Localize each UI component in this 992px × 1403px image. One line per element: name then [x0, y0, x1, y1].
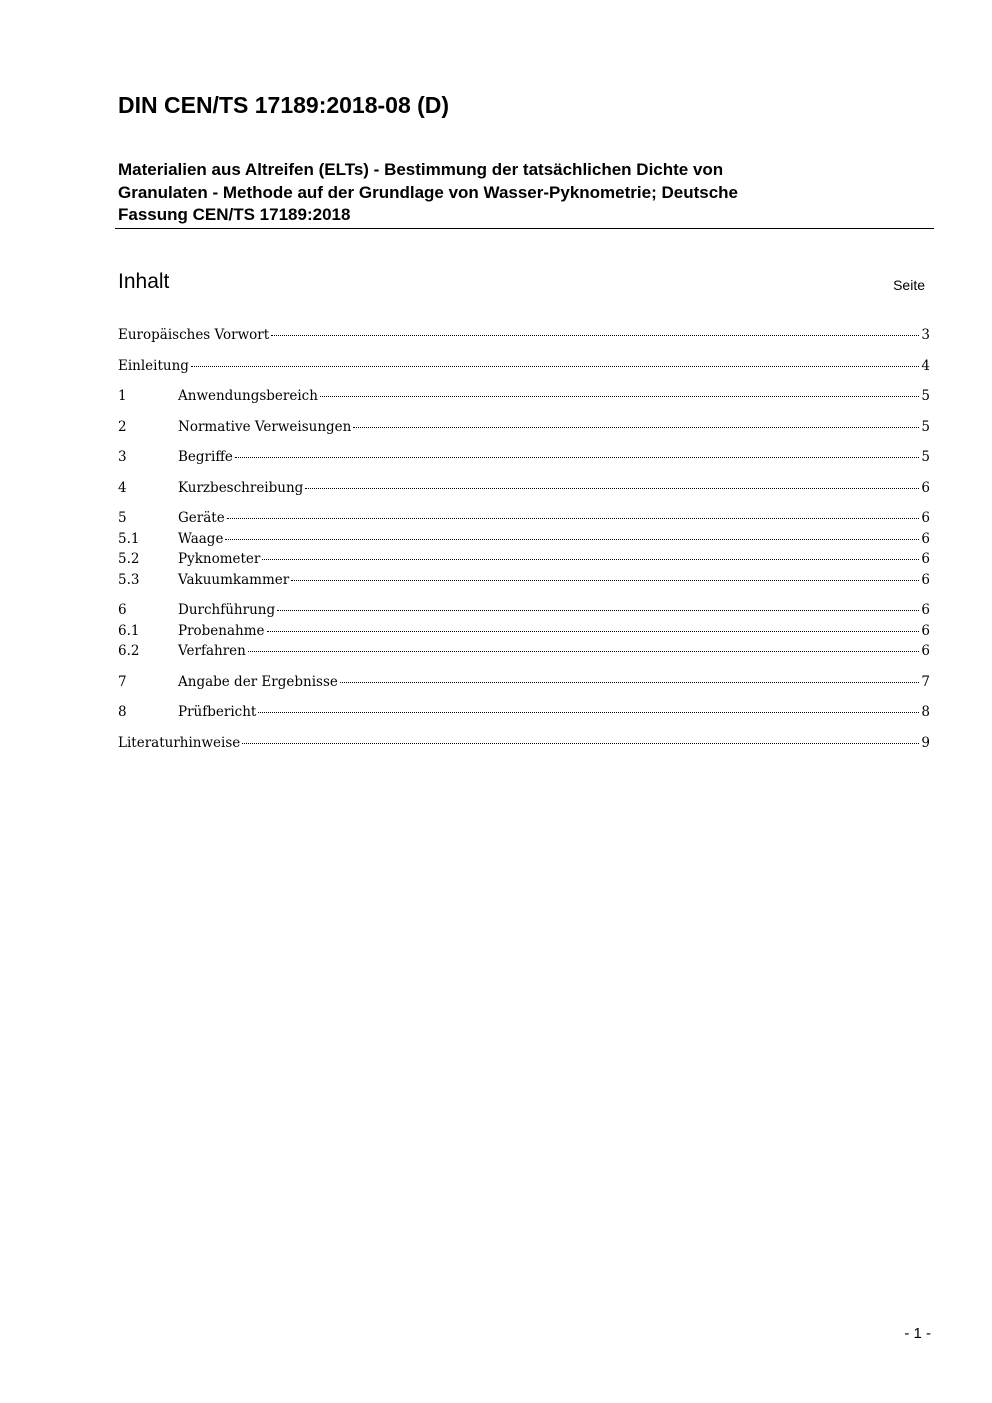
toc-entry-text: Begriffe — [178, 449, 233, 465]
toc-entry-5-3[interactable] — [118, 570, 930, 591]
toc-entry-page: 6 — [921, 643, 930, 659]
toc-entry-page: 6 — [921, 551, 930, 567]
toc-entry-5-1[interactable] — [118, 529, 930, 550]
toc-dot-leader — [271, 335, 919, 336]
toc-entry-number: 5.2 — [118, 551, 140, 567]
toc-entry-text: Pyknometer — [178, 551, 261, 567]
toc-dot-leader — [191, 366, 919, 367]
page-number: - 1 - — [904, 1325, 931, 1342]
toc-dot-leader — [248, 651, 920, 652]
toc-entry-2[interactable] — [118, 417, 930, 438]
toc-entry-text: Geräte — [178, 510, 225, 526]
toc-dot-leader — [305, 488, 919, 489]
toc-entry-text: Prüfbericht — [178, 704, 257, 720]
document-title: DIN CEN/TS 17189:2018-08 (D) — [118, 92, 450, 118]
toc-entry-number: 4 — [118, 479, 127, 496]
toc-entry-literaturhinweise[interactable] — [118, 733, 930, 754]
toc-entry-page: 6 — [921, 622, 930, 639]
toc-entry-europaeisches-vorwort[interactable] — [118, 325, 930, 346]
toc-entry-number: 5 — [118, 510, 127, 526]
toc-entry-number: 2 — [118, 418, 127, 435]
toc-entry-page: 7 — [921, 673, 930, 690]
toc-entry-page: 6 — [921, 479, 930, 496]
toc-entry-page: 6 — [921, 602, 930, 618]
toc-dot-leader — [291, 580, 919, 581]
toc-entry-5-2[interactable] — [118, 549, 930, 570]
toc-entry-5[interactable] — [118, 508, 930, 529]
toc-entry-page: 6 — [921, 510, 930, 526]
toc-entry-3[interactable] — [118, 447, 930, 468]
toc-entry-8[interactable] — [118, 702, 930, 723]
toc-entry-text: Durchführung — [178, 602, 276, 618]
toc-dot-leader — [242, 743, 919, 744]
toc-dot-leader — [225, 539, 919, 540]
toc-entry-text: Literaturhinweise — [118, 734, 241, 751]
toc-entry-number: 6 — [118, 602, 127, 618]
toc-entry-number: 5.1 — [118, 530, 140, 547]
toc-dot-leader — [340, 682, 920, 683]
toc-dot-leader — [258, 712, 919, 713]
toc-entry-text: Waage — [178, 530, 224, 547]
table-of-contents — [118, 325, 930, 753]
toc-entry-1[interactable] — [118, 386, 930, 407]
toc-entry-text: Europäisches Vorwort — [118, 327, 270, 343]
toc-dot-leader — [267, 631, 920, 632]
toc-dot-leader — [320, 396, 919, 397]
toc-dot-leader — [277, 610, 919, 611]
toc-entry-7[interactable] — [118, 672, 930, 693]
toc-entry-einleitung[interactable] — [118, 356, 930, 377]
toc-entry-text: Anwendungsbereich — [178, 388, 318, 404]
toc-entry-6-1[interactable] — [118, 621, 930, 642]
toc-dot-leader — [227, 518, 920, 519]
toc-entry-page: 3 — [921, 327, 930, 343]
toc-entry-text: Einleitung — [118, 357, 189, 374]
toc-entry-6[interactable] — [118, 600, 930, 621]
toc-entry-text: Kurzbeschreibung — [178, 479, 304, 496]
subtitle-line: Materialien aus Altreifen (ELTs) - Bestimmung der tatsächlichen Dichte von — [118, 160, 724, 179]
toc-entry-page: 8 — [921, 704, 930, 720]
toc-entry-page: 6 — [921, 571, 930, 588]
toc-entry-number: 7 — [118, 673, 127, 690]
toc-heading: Inhalt — [118, 270, 170, 293]
toc-entry-number: 6.1 — [118, 622, 140, 639]
toc-entry-text: Angabe der Ergebnisse — [178, 673, 338, 690]
toc-entry-text: Vakuumkammer — [178, 571, 290, 588]
toc-entry-number: 8 — [118, 704, 127, 720]
toc-page-label: Seite — [893, 277, 925, 293]
toc-entry-number: 5.3 — [118, 571, 140, 588]
toc-entry-text: Normative Verweisungen — [178, 418, 352, 435]
toc-dot-leader — [235, 457, 920, 458]
toc-entry-number: 3 — [118, 449, 127, 465]
toc-entry-page: 4 — [921, 357, 930, 374]
toc-dot-leader — [262, 559, 919, 560]
toc-dot-leader — [353, 427, 919, 428]
toc-entry-number: 6.2 — [118, 643, 140, 659]
toc-entry-page: 6 — [921, 530, 930, 547]
toc-entry-number: 1 — [118, 388, 127, 404]
subtitle-line: Fassung CEN/TS 17189:2018 — [118, 205, 351, 224]
title-divider — [115, 228, 934, 229]
toc-entry-text: Verfahren — [178, 643, 246, 659]
toc-entry-page: 5 — [921, 449, 930, 465]
toc-entry-page: 9 — [921, 734, 930, 751]
document-subtitle — [118, 159, 918, 227]
toc-entry-text: Probenahme — [178, 622, 265, 639]
toc-entry-page: 5 — [921, 418, 930, 435]
toc-entry-page: 5 — [921, 388, 930, 404]
subtitle-line: Granulaten - Methode auf der Grundlage von Wasser-Pyknometrie; Deutsche — [118, 182, 738, 202]
toc-entry-6-2[interactable] — [118, 641, 930, 662]
toc-entry-4[interactable] — [118, 478, 930, 499]
